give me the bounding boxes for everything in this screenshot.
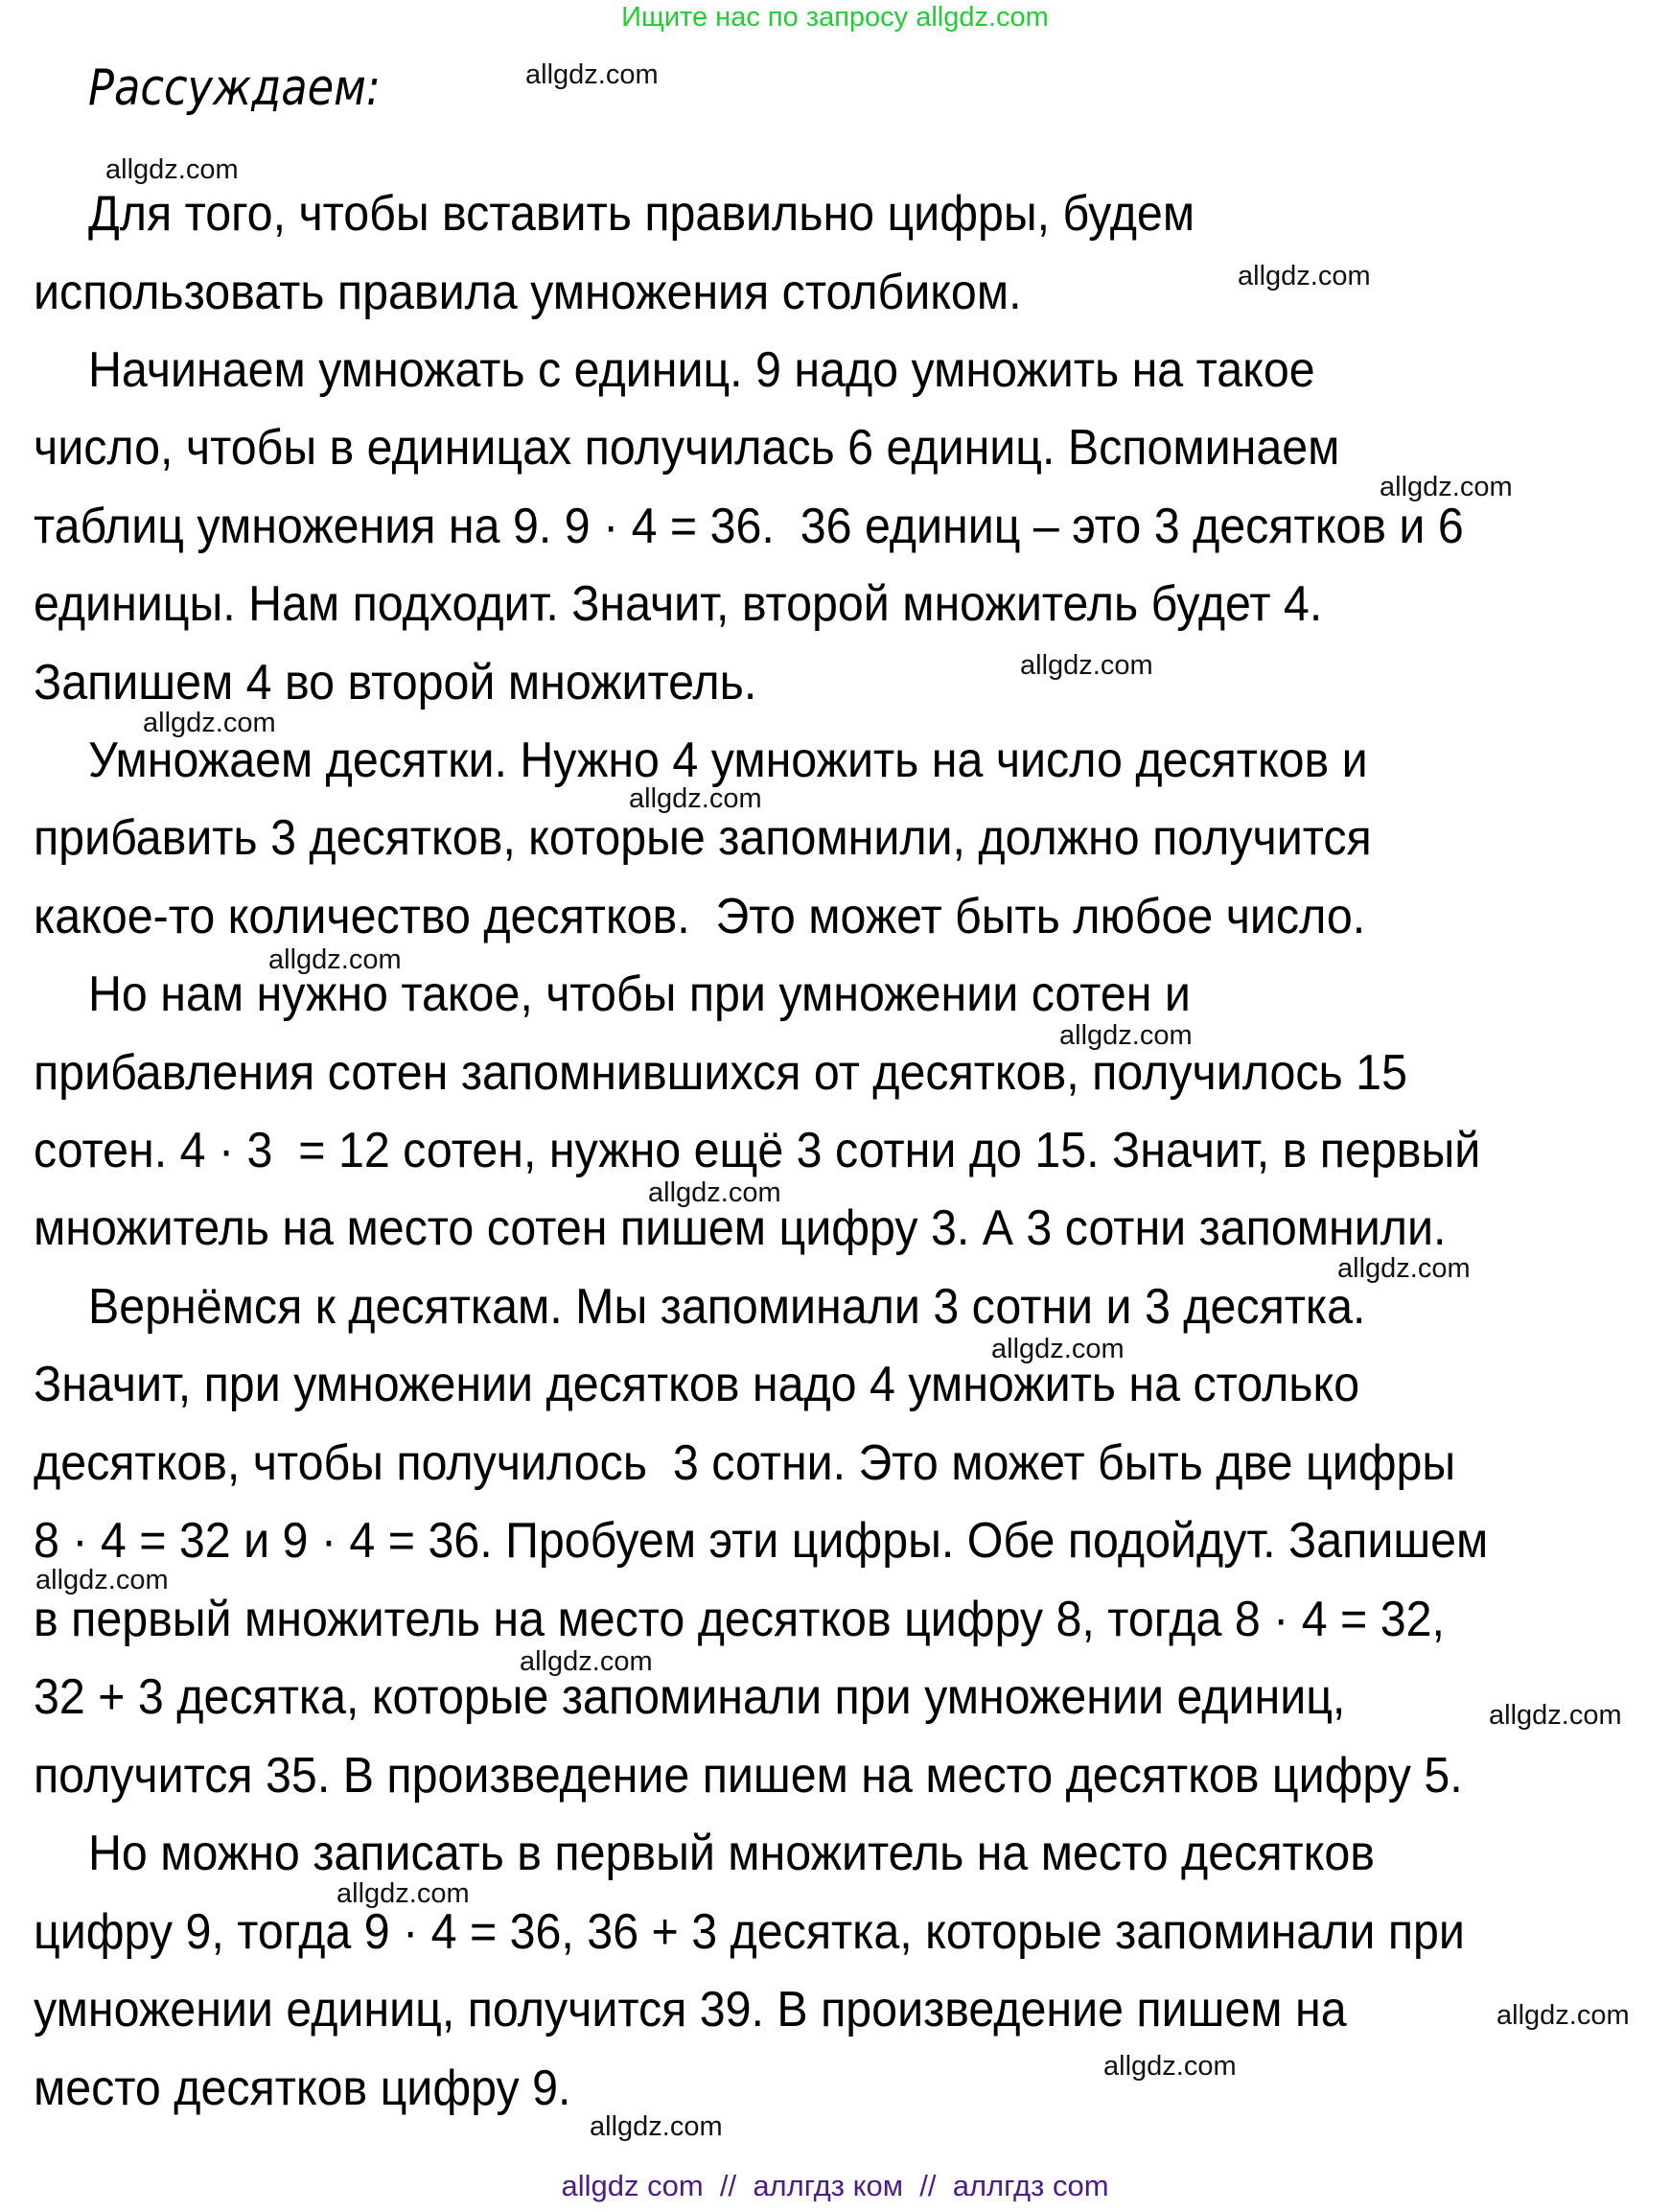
body-line: таблиц умножения на 9. 9 · 4 = 36. 36 единиц – это 3 десятков и 6 bbox=[34, 499, 1464, 554]
body-line: цифру 9, тогда 9 · 4 = 36, 36 + 3 десятка, которые запоминали при bbox=[34, 1904, 1465, 1960]
body-line: место десятков цифру 9. bbox=[34, 2061, 571, 2116]
watermark: allgdz.com bbox=[525, 59, 659, 90]
body-line: умножении единиц, получится 39. В произведение пишем на bbox=[34, 1982, 1347, 2037]
watermark: allgdz.com bbox=[1496, 2000, 1630, 2031]
body-line: использовать правила умножения столбиком. bbox=[34, 265, 1022, 320]
watermark: allgdz.com bbox=[1337, 1253, 1471, 1284]
body-line: какое-то количество десятков. Это может быть любое число. bbox=[34, 889, 1366, 944]
body-line: число, чтобы в единицах получилась 6 единиц. Вспоминаем bbox=[34, 420, 1340, 476]
watermark: allgdz.com bbox=[1020, 650, 1153, 681]
footer-links: allgdz com // аллгдз ком // аллгдз com bbox=[561, 2169, 1109, 2202]
watermark: allgdz.com bbox=[35, 1565, 169, 1595]
body-line: прибавления сотен запомнившихся от десятков, получилось 15 bbox=[34, 1045, 1407, 1101]
watermark: allgdz.com bbox=[629, 783, 762, 814]
body-line: 32 + 3 десятка, которые запоминали при умножении единиц, bbox=[34, 1669, 1346, 1725]
watermark: allgdz.com bbox=[1238, 261, 1371, 291]
watermark: allgdz.com bbox=[648, 1177, 781, 1208]
body-line: Вернёмся к десяткам. Мы запоминали 3 сотни и 3 десятка. bbox=[88, 1279, 1366, 1335]
body-line: единицы. Нам подходит. Значит, второй множитель будет 4. bbox=[34, 576, 1323, 632]
body-line: Но нам нужно такое, чтобы при умножении сотен и bbox=[88, 966, 1191, 1022]
watermark: allgdz.com bbox=[991, 1334, 1125, 1364]
watermark: allgdz.com bbox=[143, 708, 276, 738]
search-us-banner: Ищите нас по запросу allgdz.com bbox=[621, 2, 1049, 33]
body-line: 8 · 4 = 32 и 9 · 4 = 36. Пробуем эти цифры. Обе подойдут. Запишем bbox=[34, 1513, 1489, 1569]
watermark: allgdz.com bbox=[268, 944, 402, 975]
body-line: Значит, при умножении десятков надо 4 умножить на столько bbox=[34, 1357, 1360, 1412]
section-title: Рассуждаем: bbox=[88, 59, 381, 117]
watermark: allgdz.com bbox=[105, 154, 239, 185]
body-line: Но можно записать в первый множитель на место десятков bbox=[88, 1826, 1375, 1881]
watermark: allgdz.com bbox=[1380, 472, 1513, 502]
watermark: allgdz.com bbox=[590, 2111, 723, 2142]
watermark: allgdz.com bbox=[1103, 2051, 1237, 2082]
body-line: десятков, чтобы получилось 3 сотни. Это может быть две цифры bbox=[34, 1435, 1456, 1491]
body-line: Запишем 4 во второй множитель. bbox=[34, 655, 757, 710]
watermark: allgdz.com bbox=[1059, 1020, 1193, 1051]
body-line: множитель на место сотен пишем цифру 3. А 3 сотни запомнили. bbox=[34, 1200, 1447, 1256]
watermark: allgdz.com bbox=[520, 1646, 653, 1677]
body-line: Для того, чтобы вставить правильно цифры, будем bbox=[88, 186, 1195, 242]
body-line: в первый множитель на место десятков цифру 8, тогда 8 · 4 = 32, bbox=[34, 1592, 1445, 1647]
watermark: allgdz.com bbox=[336, 1878, 470, 1909]
body-line: Умножаем десятки. Нужно 4 умножить на число десятков и bbox=[88, 733, 1368, 788]
body-line: Начинаем умножать с единиц. 9 надо умножить на такое bbox=[88, 342, 1315, 398]
body-line: получится 35. В произведение пишем на место десятков цифру 5. bbox=[34, 1748, 1463, 1804]
watermark: allgdz.com bbox=[1489, 1700, 1622, 1731]
body-line: прибавить 3 десятков, которые запомнили, должно получится bbox=[34, 810, 1372, 866]
body-line: сотен. 4 · 3 = 12 сотен, нужно ещё 3 сотни до 15. Значит, в первый bbox=[34, 1123, 1481, 1178]
